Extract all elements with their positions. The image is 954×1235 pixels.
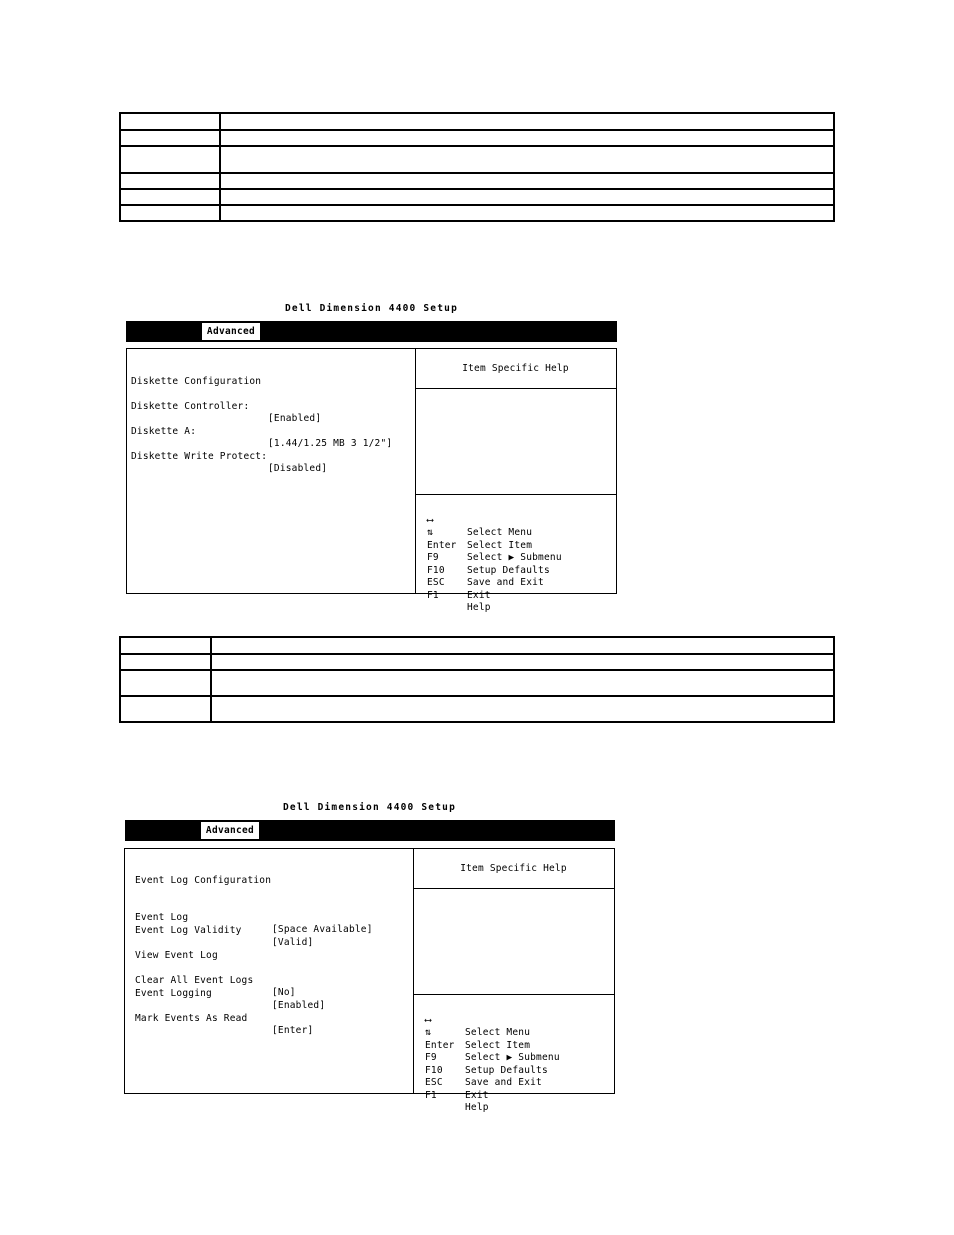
table-cell [120,189,220,205]
table-cell [220,173,834,189]
table-cell [220,113,834,130]
key-row: ⇅ Select Item [425,1027,531,1051]
key-row: ESC Exit [425,1077,489,1101]
option-value[interactable]: [1.44/1.25 MB 3 1/2"] [268,438,393,449]
help-body [415,389,616,495]
option-value[interactable]: [Disabled] [268,463,328,474]
option-value[interactable]: [Enter] [272,1025,314,1036]
table-cell [120,696,211,722]
key-legend [413,995,614,1113]
setup-panel [124,848,615,1113]
table-cell [120,173,220,189]
options-pane [125,849,414,1093]
option-label: Diskette A: [131,426,197,437]
key-row: ⇅ Select Item [427,527,533,551]
table-cell [220,146,834,173]
table-cell [120,113,220,130]
table-cell [120,146,220,173]
table-cell [220,205,834,221]
help-header: Item Specific Help [413,849,614,889]
key-row: Enter Select ▶ Submenu [427,539,562,563]
table-cell [220,189,834,205]
menu-bar [126,321,617,342]
table-cell [120,654,211,670]
table-cell [220,130,834,146]
table-cell [211,637,834,654]
up-down-arrow-icon: ⇅ [427,527,434,538]
triangle-right-icon: ▶ [506,1052,513,1063]
option-label: Diskette Controller: [131,401,250,412]
table-cell [120,205,220,221]
help-pane [413,849,614,1113]
key-row: F10 Save and Exit [427,564,544,588]
option-label: Mark Events As Read [135,1013,248,1024]
option-value[interactable]: [No] [272,987,296,998]
option-label: Event Logging [135,988,212,999]
option-value[interactable]: [Space Available] [272,924,373,935]
table-cell [211,654,834,670]
options-pane [127,349,416,593]
up-down-arrow-icon: ⇅ [425,1027,432,1038]
key-row: F1 Help [425,1089,489,1113]
table-cell [211,696,834,722]
tab-advanced[interactable]: Advanced [201,822,259,839]
setup-title: Dell Dimension 4400 Setup [285,303,458,314]
key-row: ESC Exit [427,577,491,601]
reference-table-1 [119,112,835,222]
tab-advanced[interactable]: Advanced [202,323,260,340]
key-row: F9 Setup Defaults [425,1052,548,1076]
table-cell [120,130,220,146]
menu-bar [125,820,615,841]
key-row: F10 Save and Exit [425,1064,542,1088]
table-cell [120,670,211,696]
option-value: [Valid] [272,937,314,948]
key-row: ⟷ Select Menu [427,514,533,538]
setup-title: Dell Dimension 4400 Setup [283,802,456,813]
option-value[interactable]: [Enabled] [268,413,322,424]
help-pane [415,349,616,613]
key-row: F9 Setup Defaults [427,552,550,576]
key-legend [415,495,616,613]
triangle-right-icon: ▶ [508,552,515,563]
option-mark-events-as-read[interactable] [135,1001,405,1049]
option-label: View Event Log [135,950,218,961]
option-value[interactable]: [Enabled] [272,1000,326,1011]
section-title: Diskette Configuration [131,376,262,387]
option-label: Diskette Write Protect: [131,451,268,462]
option-label: Clear All Event Logs [135,975,254,986]
left-right-arrow-icon: ⟷ [427,514,434,526]
left-right-arrow-icon: ⟷ [425,1014,432,1026]
option-label: Event Log Validity [135,925,242,936]
reference-table-2 [119,636,835,723]
key-row: F1 Help [427,589,491,613]
key-row: Enter Select ▶ Submenu [425,1039,560,1063]
table-cell [211,670,834,696]
help-body [413,889,614,995]
section-title: Event Log Configuration [135,875,272,886]
help-header: Item Specific Help [415,349,616,389]
key-row: ⟷ Select Menu [425,1014,531,1038]
setup-panel [126,348,617,613]
option-diskette-write-protect[interactable] [131,439,411,487]
option-label: Event Log [135,912,189,923]
table-cell [120,637,211,654]
